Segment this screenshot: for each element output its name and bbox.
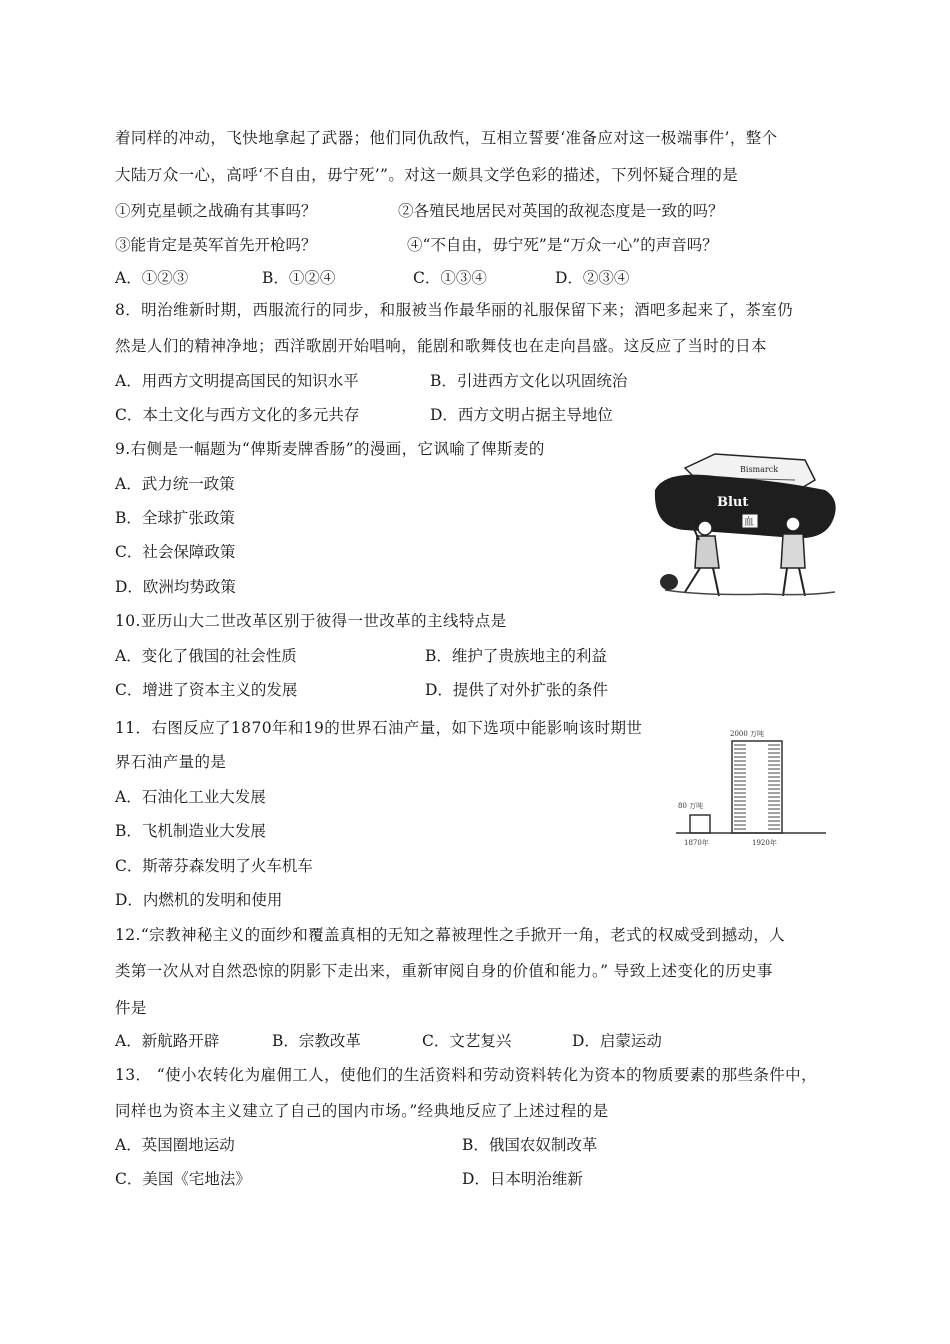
q7-option-a: A．①②③ (115, 269, 189, 287)
q12-option-b: B．宗教改革 (272, 1032, 361, 1050)
bar2-value-label: 2000 万吨 (730, 730, 765, 738)
q7-option-c: C．①③④ (413, 269, 487, 287)
oil-production-chart (672, 724, 832, 848)
q13-option-b: B．俄国农奴制改革 (462, 1136, 598, 1154)
bar1-value-label: 80 万吨 (678, 802, 704, 810)
q7-option-d: D．②③④ (555, 269, 630, 287)
x-label-1870: 1870年 (684, 839, 709, 847)
q9-option-d: D．欧洲均势政策 (115, 578, 236, 596)
oil-chart-svg (672, 724, 832, 848)
q7-statement-4: ④“不自由，毋宁死”是“万众一心”的声音吗？ (407, 236, 718, 254)
q10-option-c: C．增进了资本主义的发展 (115, 681, 298, 699)
q8-option-d: D．西方文明占据主导地位 (430, 406, 613, 424)
bar-1920 (732, 741, 782, 833)
q12-line2: 类第一次从对自然恐惊的阴影下走出来，重新审阅自身的价值和能力。” 导致上述变化的历史事 (115, 962, 773, 980)
q12-option-a: A．新航路开辟 (115, 1032, 220, 1050)
q10-option-a: A．变化了俄国的社会性质 (115, 647, 297, 665)
q9-option-c: C．社会保障政策 (115, 543, 236, 561)
cartoon-illustration (645, 450, 843, 602)
q8-option-a: A．用西方文明提高国民的知识水平 (115, 372, 359, 390)
q8-line1: 8．明治维新时期，西服流行的同步，和服被当作最华丽的礼服保留下来；酒吧多起来了，茶室仍 (115, 301, 794, 319)
sausage-tag: 血 (744, 517, 754, 528)
q13-line2: 同样也为资本主义建立了自己的国内市场。”经典地反应了上述过程的是 (115, 1102, 609, 1120)
q12-line3: 件是 (115, 999, 147, 1017)
q9-option-b: B．全球扩张政策 (115, 509, 235, 527)
q13-line1: 13． “使小农转化为雇佣工人，使他们的生活资料和劳动资料转化为资本的物质要素的那些条件中， (115, 1066, 817, 1084)
q11-option-d: D．内燃机的发明和使用 (115, 891, 283, 909)
q10-stem: 10.亚历山大二世改革区别于彼得一世改革的主线特点是 (115, 612, 507, 630)
q8-option-b: B．引进西方文化以巩固统治 (430, 372, 628, 390)
q7-statement-2: ②各殖民地居民对英国的敌视态度是一致的吗？ (398, 202, 724, 220)
x-label-1920: 1920年 (752, 839, 777, 847)
q11-line1: 11．右图反应了1870年和19的世界石油产量，如下选项中能影响该时期世 (115, 719, 643, 737)
q7-line2: 大陆万众一心，高呼‘不自由，毋宁死’”。对这一颇具文学色彩的描述，下列怀疑合理的是 (115, 166, 739, 184)
q9-option-a: A．武力统一政策 (115, 475, 235, 493)
q11-option-b: B．飞机制造业大发展 (115, 822, 266, 840)
q11-line2: 界石油产量的是 (115, 753, 227, 771)
q7-line1: 着同样的冲动，飞快地拿起了武器；他们同仇敌忾，互相立誓要‘准备应对这一极端事件’，整个 (115, 129, 778, 147)
q12-option-d: D．启蒙运动 (572, 1032, 662, 1050)
sausage-text: Blut (717, 495, 749, 510)
q12-line1: 12.“宗教神秘主义的面纱和覆盖真相的无知之幕被理性之手掀开一角，老式的权威受到撼动，人 (115, 926, 786, 944)
q10-option-b: B．维护了贵族地主的利益 (425, 647, 607, 665)
q11-option-a: A．石油化工业大发展 (115, 788, 266, 806)
q11-option-c: C．斯蒂芬森发明了火车机车 (115, 857, 313, 875)
q7-statement-3: ③能肯定是英军首先开枪吗？ (115, 236, 317, 254)
cartoon-label-text: Bismarck (740, 465, 779, 474)
q13-option-d: D．日本明治维新 (462, 1170, 583, 1188)
q13-option-c: C．美国《宅地法》 (115, 1170, 251, 1188)
q10-option-d: D．提供了对外扩张的条件 (425, 681, 608, 699)
q8-option-c: C．本土文化与西方文化的多元共存 (115, 406, 360, 424)
q9-stem: 9.右侧是一幅题为“俾斯麦牌香肠”的漫画，它讽喻了俾斯麦的 (115, 440, 545, 458)
bismarck-sausage-cartoon (645, 450, 843, 602)
q13-option-a: A．英国圈地运动 (115, 1136, 235, 1154)
q12-option-c: C．文艺复兴 (422, 1032, 512, 1050)
bar-1870 (690, 815, 710, 833)
q7-statement-1: ①列克星顿之战确有其事吗？ (115, 202, 317, 220)
q7-option-b: B．①②④ (262, 269, 336, 287)
q8-line2: 然是人们的精神净地；西洋歌剧开始唱响，能剧和歌舞伎也在走向昌盛。这反应了当时的日本 (115, 337, 767, 355)
